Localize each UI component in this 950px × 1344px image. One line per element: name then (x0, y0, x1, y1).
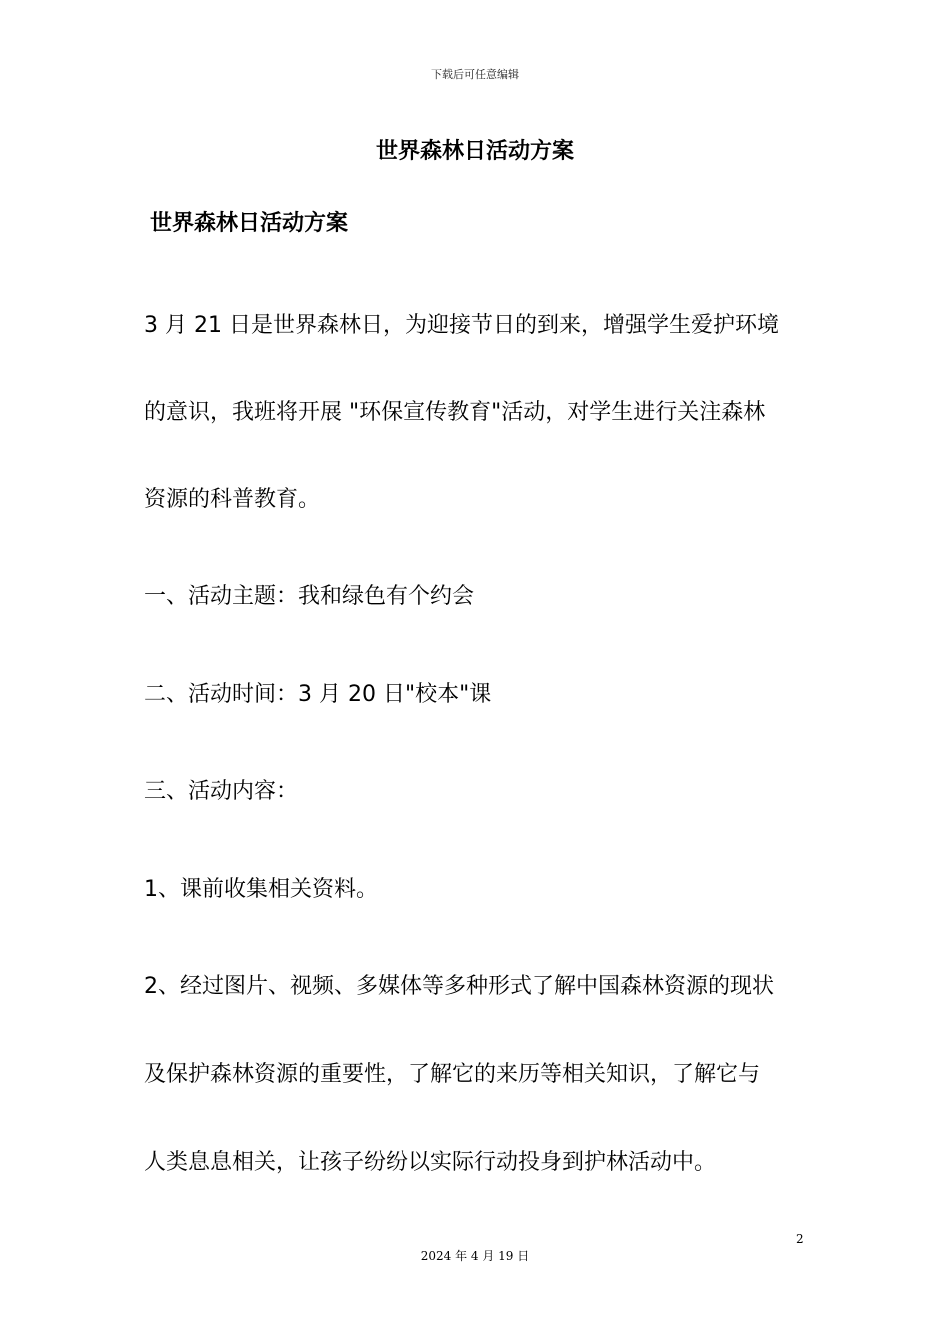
activity-theme-line: 一、活动主题：我和绿色有个约会 (144, 584, 475, 609)
footer-date: 2024 年 4 月 19 日 (420, 1249, 530, 1263)
content-item-2-line-3: 人类息息相关，让孩子纷纷以实际行动投身到护林活动中。 (144, 1150, 717, 1175)
section-heading: 世界森林日活动方案 (150, 211, 349, 236)
header-note: 下载后可任意编辑 (431, 68, 519, 81)
body-line-3: 资源的科普教育。 (144, 487, 321, 512)
content-item-2-line-1: 2、经过图片、视频、多媒体等多种形式了解中国森林资源的现状 (144, 974, 774, 999)
activity-content-heading: 三、活动内容： (144, 779, 299, 804)
document-title: 世界森林日活动方案 (375, 139, 574, 164)
body-line-2: 的意识，我班将开展 "环保宣传教育"活动，对学生进行关注森林 (144, 400, 766, 425)
activity-time-line: 二、活动时间：3 月 20 日"校本"课 (144, 682, 492, 707)
content-item-1: 1、课前收集相关资料。 (144, 877, 378, 902)
body-line-1: 3 月 21 日是世界森林日，为迎接节日的到来，增强学生爱护环境 (144, 313, 779, 338)
content-item-2-line-2: 及保护森林资源的重要性，了解它的来历等相关知识，了解它与 (144, 1062, 761, 1087)
page-number: 2 (796, 1232, 804, 1246)
